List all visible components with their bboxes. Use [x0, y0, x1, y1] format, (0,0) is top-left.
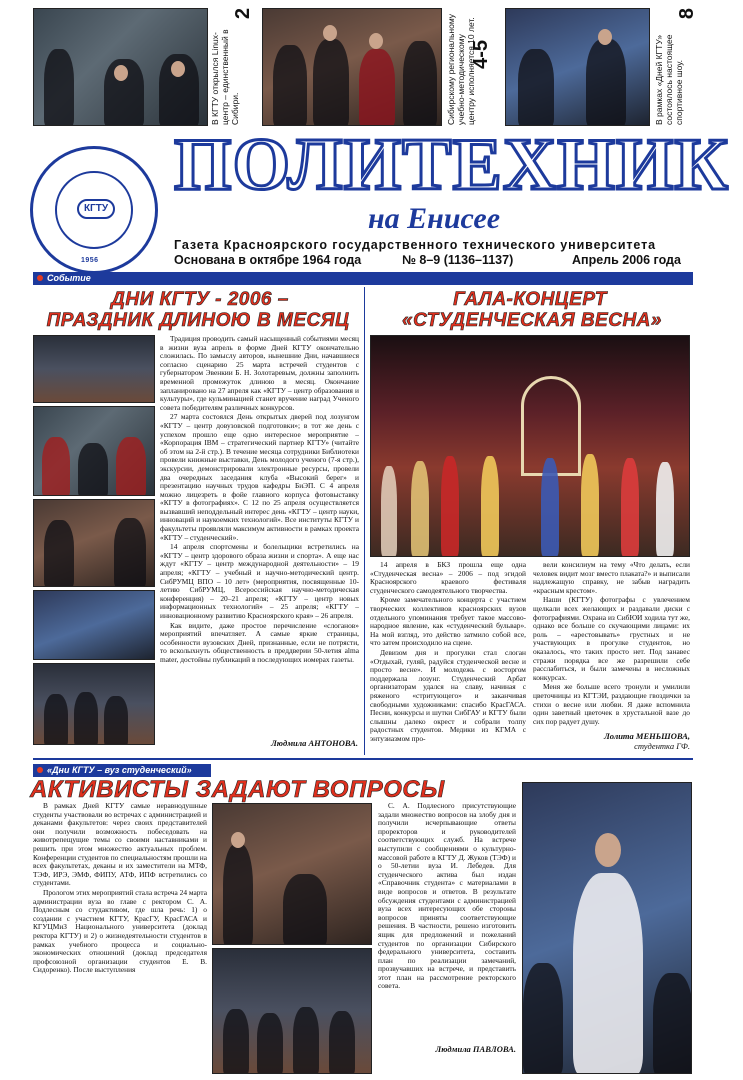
- article1-photo-3: [33, 499, 155, 587]
- article1-body: [160, 335, 359, 733]
- article3-photo-audience: [212, 948, 372, 1074]
- teaser-text-2: Сибирскому региональному учебно-методическому центру исполняется 10 лет.: [446, 13, 476, 125]
- article1-paragraph: Традиция проводить самый насыщенный событиями месяц в жизни вуза апрель в форме Дней КГТУ окончательно сложилась. По замыслу авторов, нынешние Дни, начавшиеся согласно сценарию 25 марта встречей студентов с губернатором Эвенкии Б. Н. Золотаревым, должны заполнить временной промежуток длиною в месяц. Окончание запланировано на 27 апреля как «КГТУ – центр образования и культуры», где кульминацией станет вручение наград Ученого совета победителям различных конкурсов.: [160, 335, 359, 412]
- masthead-description: Газета Красноярского государственного технического университета: [174, 238, 656, 252]
- article1-paragraph: Как видите, даже простое перечисление «слоганов» мероприятий впечатляет. А самые яркие страницы, особенности вузовских Дней, признанные, если не потрясти, то всколыхнуть общественность в преддверии 50-летия alma mater, достойны публикаций в последующих номерах газеты.: [160, 620, 359, 664]
- article3-body-col1: [33, 802, 207, 1074]
- teaser-text-3: В рамках «Дней КГТУ» состоялось настоящее спортивное шоу.: [654, 34, 684, 125]
- teaser-photo-3: [505, 8, 650, 126]
- article2-paragraph: вели консилиум на тему «Что делать, если человек видит мозг вместо плаката?» и выписали надлежащую справку, не забыв наградить «красным крестом».: [533, 561, 690, 595]
- logo-abbreviation: КГТУ: [77, 199, 115, 219]
- article1-paragraph: 27 марта состоялся День открытых дверей под лозунгом «КГТУ – центр довузовской подготовки»; в тот же день с успехом прошло еще одно интересное мероприятие – «Корпорация IBM – стратегический партнер КГТУ» (читайте об этом на 2-й стр.). В течение месяца сотрудники Библиотеки провели книжные выставки, День молодого ученого (7-я стр.), экскурсии, демонстрировали электронные ресурсы, провели два очередных заседания клуба «Высокий берег» и презентацию научных трудов кафедры БиЭП. С 4 апреля можно лицезреть в фойе главного корпуса фотовыставку «КГТУ в фотографиях». С 12 по 25 апреля осуществляется вызвавший неподдельный интерес день «КГТУ – центр науки, инноваций и наукоемких технологий». Все институты КГТУ и факультеты проявляли максимум активности в рамках проекта «КГТУ – студенческий».: [160, 412, 359, 542]
- teaser-page-3: 8: [676, 8, 698, 20]
- article2-body-col2: [533, 561, 690, 731]
- article3-paragraph: С. А. Подлесного присутствующие задали множество вопросов на злобу дня и получили исчерпывающие ответы проректоров и руководителей соответствующих служб. На встрече выступили с сообщениями о культурно-массовой работе в КГТУ Д. Жуков (ТЭФ) и о 50-летии вуза И. Лебедев. Для студенческого актива был издан «Справочник студента» с материалами в виде вопросов и ответов. В результате обсуждения студентами с администрацией вуза всех интересующих обе стороны вопросов приняты соответствующие решения. В частности, решено изготовить ящик для предложений и пожеланий студентов по организации Сибирского федерального университета, составить план по реализации замечаний, прозвучавших на встрече, и представить этот план на рассмотрение ректорского совета.: [378, 802, 516, 991]
- article3-headline: АКТИВИСТЫ ЗАДАЮТ ВОПРОСЫ: [30, 776, 445, 803]
- article2-paragraph: Девизом дня и прогулки стал слоган «Отдыхай, гуляй, радуйся студенческой весне и просто весне». И молодежь с восторгом поддержала лозунг. Студенческий Арбат организаторам удался на славу, начиная с ряженого «стритующего» и заканчивая свободными художниками: спасибо КрасГАСА. Песни, конкурсы и шутки СибГАУ и КГТУ были слышны далеко окрест и собрали толпу радостных студентов. Медики из КГМА с энтузиазмом про-: [370, 647, 526, 743]
- article2-body-col1: [370, 561, 526, 749]
- article1-headline-line2: ПРАЗДНИК ДЛИНОЮ В МЕСЯЦ: [46, 310, 350, 331]
- article2-author-name: Лолита МЕНЬШОВА,: [603, 731, 690, 741]
- university-logo: [30, 146, 158, 274]
- article2-headline-line1: ГАЛА-КОНЦЕРТ: [453, 289, 607, 310]
- teaser-photo-1: [33, 8, 208, 126]
- article2-paragraph: Меня же больше всего тронули и умилили цветочницы из КГТЭИ, раздающие гвоздички за стихи о весне или любви. Я даже вспомнила один заветный цветочек в хрустальной вазе до сих пор радует душу.: [533, 682, 690, 726]
- newspaper-title: ПОЛИТЕХНИК: [174, 124, 730, 206]
- article1-headline-line1: ДНИ КГТУ - 2006 –: [111, 289, 289, 310]
- article1-photo-1: [33, 335, 155, 403]
- masthead-founded: Основана в октябре 1964 года: [174, 253, 362, 267]
- teaser-text-1: В КГТУ открылся Linux-центр – единственный в Сибири.: [210, 29, 240, 125]
- article3-photo-meeting: [212, 803, 372, 945]
- article2-paragraph: 14 апреля в БКЗ прошла еще одна «Студенческая весна» – 2006 – под эгидой Красноярского краевого фестиваля студенческого самодеятельного творчества.: [370, 561, 526, 595]
- article1-photo-2: [33, 406, 155, 496]
- masthead-date: Апрель 2006 года: [572, 253, 681, 267]
- column-divider: [364, 287, 365, 755]
- section-rubric-students: «Дни КГТУ – вуз студенческий»: [33, 764, 211, 777]
- teaser-page-1: 2: [232, 8, 254, 20]
- article2-author: [533, 731, 690, 751]
- logo-year: 1956: [81, 257, 99, 264]
- article3-paragraph: Прологом этих мероприятий стала встреча 24 марта администрации вуза во главе с ректором С. А. Подлесным со студактивом, где шла речь: 1) о создании с участием КГТУ, КрасГУ, КрасГАСА и КГУЦМиЗ Национального университета (доклад ректора КГТУ) и 2) о жизнедеятельности студентов в рамках учебного процесса и социально-экономических отношений (доклад председателя профсоюзной организации студентов Е. В. Сидоренко). После выступления: [33, 887, 207, 975]
- article1-photo-5: [33, 663, 155, 745]
- article1-paragraph: 14 апреля спортсмены и болельщики встретились на «КГТУ – центр здорового образа жизни и спорта». А еще нас ждут «КГТУ – центр международной деятельности» – 19 апреля; «КГТУ – учебный и научно-методический центр. СибРУМЦ ВПО – 10 лет» (мероприятия, посвященные 10-летию СибРУМЦ, Всероссийская научно-методическая конференция) – 20–21 апреля; «КГТУ – центр новых информационных технологий» – 25 апреля; «КГТУ – инновационному развитию Красноярского края» – 26 апреля.: [160, 542, 359, 620]
- article3-body-col2: [378, 802, 516, 1044]
- article3-author: Людмила ПАВЛОВА.: [435, 1044, 516, 1054]
- article3-paragraph: В рамках Дней КГТУ самые неравнодушные студенты участвовали во встречах с администрацией и деканами факультетов: через своих представителей они получили возможность побеседовать на животрепещущие темы со своими наставниками и решить при этом множество актуальных проблем. Конференции студентов по специальностям прошли на всех факультетах, деканы и их заместители на МТФ, ТЭФ, ИРЭ, ЭМФ, ФИПУ, АТФ, ИПФ встретились со студентами.: [33, 802, 207, 888]
- teaser-photo-2: [262, 8, 442, 126]
- logo-emblem: [55, 171, 133, 249]
- article2-paragraph: Кроме замечательного концерта с участием творческих коллективов красноярских вузов отдельного упоминания требует такое массово-народное явление, как «студенческий бульвар». На мой взгляд, это действо затмило собой все, что затем происходило на сцене.: [370, 595, 526, 648]
- article2-headline-line2: «СТУДЕНЧЕСКАЯ ВЕСНА»: [402, 310, 662, 331]
- article1-author: Людмила АНТОНОВА.: [270, 738, 358, 748]
- article2-concert-photo: [370, 335, 690, 557]
- article1-photo-4: [33, 590, 155, 660]
- article3-photo-speaker: [522, 782, 692, 1074]
- section-divider: [33, 758, 693, 760]
- teaser-page-2: 4-5: [470, 40, 492, 69]
- newspaper-subtitle: на Енисее: [368, 202, 501, 235]
- article2-author-role: студентка ГФ.: [634, 741, 690, 751]
- section-rubric-event: Событие: [33, 272, 693, 285]
- article2-paragraph: Наши (КГТУ) фотографы с увлечением щелкали всех желающих и раздавали диски с фотографиями. Охрана из СибЮИ ходила тут же, однако все больше со скучающими лицами: их роль – «арестовывать» грустных и не участвующих в прогулке студентов, но оказалось, что таких просто нет. Под занавес стражи порядка все же разрешили себе расслабиться, и были замечены в несложных конкурсах.: [533, 595, 690, 682]
- masthead-issue: № 8–9 (1136–1137): [402, 253, 514, 267]
